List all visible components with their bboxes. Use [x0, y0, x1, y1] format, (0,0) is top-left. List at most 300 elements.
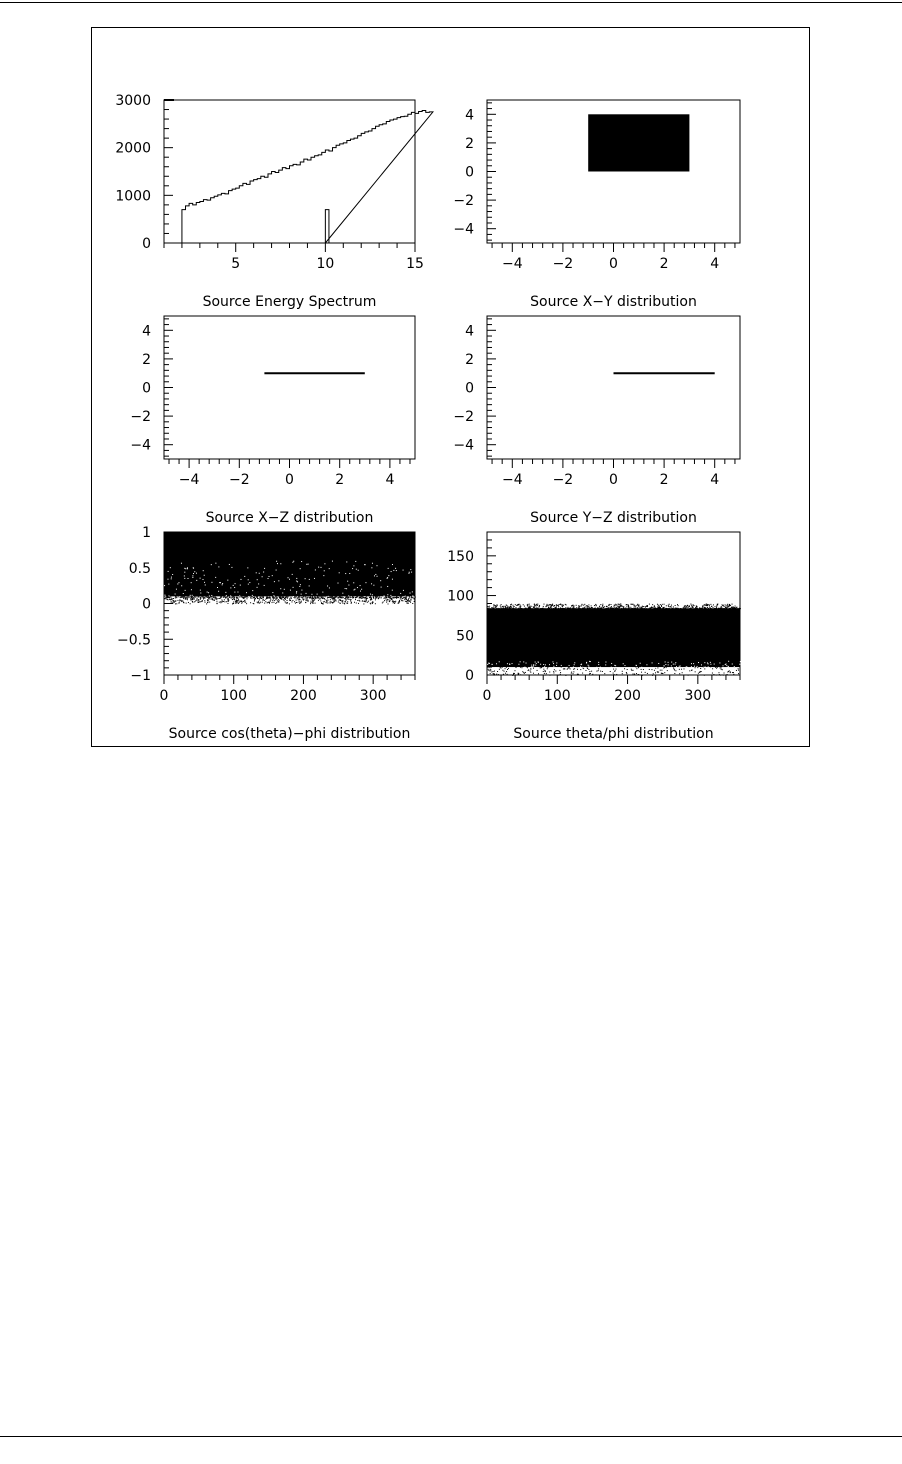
scatter-lower-edge — [233, 598, 234, 599]
scatter-lower-edge — [610, 671, 611, 672]
scatter-lower-edge — [356, 603, 357, 604]
scatter-upper-edge — [550, 604, 551, 605]
scatter-lower-edge — [294, 598, 295, 599]
plot-title: Source Energy Spectrum — [202, 294, 377, 310]
scatter-lower-edge — [236, 598, 237, 599]
scatter-lower-edge — [681, 669, 682, 670]
scatter-upper-edge — [543, 604, 544, 605]
scatter-lower-edge — [409, 596, 410, 597]
scatter-lower-edge — [379, 597, 380, 598]
scatter-gap — [360, 585, 361, 586]
scatter-lower-edge — [522, 671, 523, 672]
scatter-lower-edge — [251, 598, 252, 599]
scatter-upper-edge — [707, 605, 708, 606]
x-tick-label: 0 — [609, 256, 618, 272]
scatter-gap — [388, 568, 389, 569]
scatter-gap — [552, 661, 553, 662]
scatter-upper-edge — [594, 605, 595, 606]
scatter-lower-edge — [340, 603, 341, 604]
scatter-lower-edge — [241, 603, 242, 604]
scatter-lower-edge — [504, 671, 505, 672]
scatter-lower-edge — [394, 603, 395, 604]
scatter-lower-edge — [223, 601, 224, 602]
scatter-gap — [187, 567, 188, 568]
scatter-lower-edge — [695, 671, 696, 672]
scatter-lower-edge — [406, 599, 407, 600]
scatter-gap — [300, 596, 301, 597]
y-tick-label: −1 — [130, 668, 151, 684]
scatter-lower-edge — [589, 671, 590, 672]
scatter-lower-edge — [347, 601, 348, 602]
scatter-lower-edge — [241, 601, 242, 602]
scatter-lower-edge — [313, 598, 314, 599]
scatter-gap — [598, 662, 599, 663]
scatter-lower-edge — [406, 601, 407, 602]
scatter-lower-edge — [262, 600, 263, 601]
scatter-upper-edge — [563, 605, 564, 606]
scatter-upper-edge — [669, 604, 670, 605]
page-bottom-rule — [0, 1436, 902, 1437]
scatter-lower-edge — [490, 670, 491, 671]
scatter-upper-edge — [561, 604, 562, 605]
scatter-lower-edge — [298, 597, 299, 598]
scatter-upper-edge — [616, 604, 617, 605]
scatter-lower-edge — [564, 668, 565, 669]
scatter-gap — [168, 571, 169, 572]
scatter-lower-edge — [636, 673, 637, 674]
scatter-upper-edge — [738, 608, 739, 609]
scatter-lower-edge — [303, 596, 304, 597]
scatter-lower-edge — [401, 596, 402, 597]
scatter-gap — [664, 665, 665, 666]
scatter-lower-edge — [368, 601, 369, 602]
scatter-upper-edge — [718, 608, 719, 609]
scatter-gap — [492, 664, 493, 665]
scatter-lower-edge — [287, 598, 288, 599]
scatter-gap — [507, 663, 508, 664]
scatter-lower-edge — [275, 603, 276, 604]
scatter-upper-edge — [572, 608, 573, 609]
scatter-gap — [400, 593, 401, 594]
scatter-gap — [641, 667, 642, 668]
scatter-upper-edge — [556, 605, 557, 606]
scatter-lower-edge — [512, 675, 513, 676]
scatter-gap — [277, 563, 278, 564]
scatter-gap — [229, 564, 230, 565]
scatter-gap — [204, 575, 205, 576]
y-tick-label: −4 — [453, 437, 474, 454]
scatter-lower-edge — [276, 602, 277, 603]
scatter-lower-edge — [186, 598, 187, 599]
scatter-upper-edge — [536, 605, 537, 606]
scatter-gap — [345, 588, 346, 589]
scatter-upper-edge — [507, 607, 508, 608]
scatter-lower-edge — [631, 669, 632, 670]
scatter-lower-edge — [258, 601, 259, 602]
scatter-upper-edge — [641, 607, 642, 608]
scatter-lower-edge — [641, 669, 642, 670]
scatter-lower-edge — [290, 600, 291, 601]
scatter-lower-edge — [698, 673, 699, 674]
scatter-lower-edge — [388, 596, 389, 597]
scatter-upper-edge — [584, 607, 585, 608]
scatter-gap — [339, 572, 340, 573]
scatter-gap — [337, 583, 338, 584]
scatter-lower-edge — [494, 675, 495, 676]
scatter-upper-edge — [687, 605, 688, 606]
scatter-lower-edge — [580, 669, 581, 670]
scatter-lower-edge — [221, 596, 222, 597]
scatter-lower-edge — [285, 602, 286, 603]
scatter-gap — [686, 666, 687, 667]
scatter-upper-edge — [733, 606, 734, 607]
scatter-gap — [728, 661, 729, 662]
y-tick-label: 4 — [465, 107, 474, 124]
scatter-lower-edge — [364, 598, 365, 599]
scatter-lower-edge — [713, 674, 714, 675]
scatter-lower-edge — [560, 672, 561, 673]
scatter-lower-edge — [250, 597, 251, 598]
scatter-upper-edge — [514, 608, 515, 609]
scatter-lower-edge — [715, 667, 716, 668]
scatter-upper-edge — [520, 606, 521, 607]
scatter-lower-edge — [228, 601, 229, 602]
scatter-upper-edge — [654, 605, 655, 606]
scatter-upper-edge — [690, 608, 691, 609]
scatter-upper-edge — [565, 607, 566, 608]
scatter-upper-edge — [576, 605, 577, 606]
scatter-upper-edge — [588, 606, 589, 607]
scatter-upper-edge — [643, 606, 644, 607]
scatter-lower-edge — [717, 667, 718, 668]
scatter-upper-edge — [602, 606, 603, 607]
scatter-gap — [179, 596, 180, 597]
scatter-lower-edge — [633, 673, 634, 674]
scatter-lower-edge — [259, 598, 260, 599]
scatter-upper-edge — [734, 608, 735, 609]
scatter-upper-edge — [550, 607, 551, 608]
scatter-upper-edge — [702, 608, 703, 609]
scatter-upper-edge — [618, 607, 619, 608]
scatter-lower-edge — [324, 601, 325, 602]
scatter-lower-edge — [343, 597, 344, 598]
scatter-gap — [327, 585, 328, 586]
x-tick-label: 200 — [614, 688, 641, 704]
scatter-upper-edge — [626, 606, 627, 607]
scatter-gap — [524, 667, 525, 668]
y-tick-label: 0 — [142, 380, 151, 397]
scatter-lower-edge — [207, 602, 208, 603]
scatter-gap — [728, 666, 729, 667]
scatter-gap — [697, 666, 698, 667]
scatter-lower-edge — [259, 603, 260, 604]
scatter-gap — [323, 575, 324, 576]
scatter-lower-edge — [638, 667, 639, 668]
scatter-upper-edge — [680, 608, 681, 609]
scatter-upper-edge — [621, 605, 622, 606]
scatter-lower-edge — [626, 673, 627, 674]
scatter-lower-edge — [270, 599, 271, 600]
scatter-lower-edge — [210, 599, 211, 600]
x-tick-label: −2 — [552, 472, 574, 488]
scatter-upper-edge — [630, 604, 631, 605]
y-tick-label: 4 — [465, 323, 474, 340]
scatter-lower-edge — [216, 598, 217, 599]
scatter-gap — [314, 578, 315, 579]
scatter-lower-edge — [733, 672, 734, 673]
scatter-upper-edge — [720, 608, 721, 609]
scatter-upper-edge — [498, 608, 499, 609]
scatter-upper-edge — [540, 608, 541, 609]
scatter-lower-edge — [622, 671, 623, 672]
scatter-gap — [581, 664, 582, 665]
scatter-lower-edge — [404, 597, 405, 598]
scatter-lower-edge — [345, 598, 346, 599]
scatter-upper-edge — [514, 606, 515, 607]
scatter-gap — [200, 593, 201, 594]
scatter-gap — [230, 587, 231, 588]
scatter-lower-edge — [394, 601, 395, 602]
scatter-lower-edge — [647, 666, 648, 667]
x-tick-label: 0 — [482, 688, 492, 704]
scatter-gap — [380, 580, 381, 581]
scatter-gap — [646, 664, 647, 665]
scatter-lower-edge — [505, 668, 506, 669]
scatter-gap — [392, 579, 393, 580]
scatter-lower-edge — [543, 671, 544, 672]
scatter-upper-edge — [536, 604, 537, 605]
scatter-upper-edge — [724, 608, 725, 609]
scatter-lower-edge — [277, 600, 278, 601]
scatter-upper-edge — [621, 606, 622, 607]
scatter-lower-edge — [494, 671, 495, 672]
scatter-lower-edge — [340, 600, 341, 601]
scatter-gap — [258, 583, 259, 584]
y-tick-label: 2 — [465, 351, 474, 368]
figure-frame — [91, 27, 810, 747]
scatter-lower-edge — [724, 673, 725, 674]
scatter-lower-edge — [330, 601, 331, 602]
scatter-lower-edge — [243, 601, 244, 602]
scatter-lower-edge — [312, 599, 313, 600]
scatter-upper-edge — [730, 605, 731, 606]
scatter-gap — [249, 582, 250, 583]
scatter-upper-edge — [507, 608, 508, 609]
scatter-lower-edge — [202, 600, 203, 601]
scatter-lower-edge — [266, 598, 267, 599]
scatter-lower-edge — [228, 598, 229, 599]
scatter-lower-edge — [502, 670, 503, 671]
scatter-gap — [272, 592, 273, 593]
scatter-lower-edge — [270, 597, 271, 598]
scatter-lower-edge — [246, 596, 247, 597]
scatter-lower-edge — [700, 671, 701, 672]
scatter-upper-edge — [516, 605, 517, 606]
scatter-lower-edge — [363, 603, 364, 604]
x-tick-label: 100 — [543, 688, 571, 704]
scatter-gap — [192, 595, 193, 596]
y-tick-label: 1000 — [115, 188, 151, 205]
scatter-lower-edge — [594, 666, 595, 667]
scatter-lower-edge — [286, 596, 287, 597]
scatter-gap — [192, 575, 193, 576]
scatter-lower-edge — [228, 600, 229, 601]
scatter-gap — [187, 578, 188, 579]
scatter-gap — [691, 666, 692, 667]
scatter-upper-edge — [724, 606, 725, 607]
scatter-upper-edge — [591, 605, 592, 606]
scatter-lower-edge — [172, 598, 173, 599]
scatter-lower-edge — [352, 598, 353, 599]
scatter-lower-edge — [261, 596, 262, 597]
scatter-upper-edge — [659, 608, 660, 609]
scatter-upper-edge — [495, 607, 496, 608]
scatter-gap — [734, 666, 735, 667]
scatter-upper-edge — [656, 608, 657, 609]
scatter-upper-edge — [617, 608, 618, 609]
scatter-lower-edge — [236, 602, 237, 603]
scatter-lower-edge — [371, 599, 372, 600]
scatter-lower-edge — [613, 673, 614, 674]
scatter-upper-edge — [551, 607, 552, 608]
scatter-upper-edge — [722, 608, 723, 609]
scatter-lower-edge — [233, 601, 234, 602]
scatter-lower-edge — [264, 603, 265, 604]
scatter-gap — [176, 589, 177, 590]
scatter-upper-edge — [625, 607, 626, 608]
scatter-gap — [588, 665, 589, 666]
scatter-lower-edge — [409, 600, 410, 601]
scatter-lower-edge — [244, 600, 245, 601]
scatter-lower-edge — [207, 599, 208, 600]
scatter-lower-edge — [242, 597, 243, 598]
scatter-lower-edge — [489, 667, 490, 668]
scatter-lower-edge — [176, 597, 177, 598]
scatter-lower-edge — [202, 596, 203, 597]
scatter-lower-edge — [320, 600, 321, 601]
scatter-upper-edge — [569, 608, 570, 609]
scatter-gap — [614, 665, 615, 666]
scatter-lower-edge — [221, 602, 222, 603]
scatter-lower-edge — [518, 674, 519, 675]
scatter-lower-edge — [361, 596, 362, 597]
scatter-lower-edge — [187, 599, 188, 600]
scatter-gap — [409, 572, 410, 573]
scatter-lower-edge — [303, 599, 304, 600]
scatter-upper-edge — [594, 608, 595, 609]
scatter-lower-edge — [503, 674, 504, 675]
scatter-upper-edge — [632, 604, 633, 605]
scatter-lower-edge — [506, 667, 507, 668]
scatter-upper-edge — [570, 607, 571, 608]
scatter-gap — [346, 588, 347, 589]
scatter-upper-edge — [621, 608, 622, 609]
scatter-lower-edge — [695, 667, 696, 668]
scatter-lower-edge — [238, 599, 239, 600]
scatter-lower-edge — [253, 603, 254, 604]
scatter-lower-edge — [334, 597, 335, 598]
scatter-upper-edge — [727, 605, 728, 606]
scatter-lower-edge — [716, 675, 717, 676]
scatter-lower-edge — [615, 670, 616, 671]
scatter-lower-edge — [655, 672, 656, 673]
scatter-lower-edge — [394, 597, 395, 598]
scatter-lower-edge — [211, 596, 212, 597]
scatter-lower-edge — [675, 666, 676, 667]
x-tick-label: −4 — [501, 256, 523, 272]
scatter-gap — [605, 664, 606, 665]
scatter-gap — [240, 579, 241, 580]
scatter-gap — [296, 591, 297, 592]
scatter-upper-edge — [693, 605, 694, 606]
scatter-gap — [252, 590, 253, 591]
scatter-lower-edge — [699, 672, 700, 673]
scatter-gap — [624, 665, 625, 666]
scatter-gap — [264, 568, 265, 569]
scatter-lower-edge — [224, 596, 225, 597]
scatter-gap — [412, 591, 413, 592]
scatter-lower-edge — [190, 603, 191, 604]
scatter-upper-edge — [668, 605, 669, 606]
scatter-upper-edge — [609, 604, 610, 605]
scatter-upper-edge — [686, 607, 687, 608]
scatter-gap — [237, 592, 238, 593]
scatter-lower-edge — [365, 600, 366, 601]
scatter-gap — [567, 667, 568, 668]
scatter-lower-edge — [176, 603, 177, 604]
scatter-lower-edge — [220, 601, 221, 602]
scatter-gap — [240, 585, 241, 586]
scatter-upper-edge — [699, 608, 700, 609]
scatter-lower-edge — [334, 598, 335, 599]
scatter-lower-edge — [344, 603, 345, 604]
scatter-upper-edge — [595, 607, 596, 608]
scatter-lower-edge — [636, 667, 637, 668]
scatter-lower-edge — [516, 667, 517, 668]
scatter-lower-edge — [577, 674, 578, 675]
scatter-upper-edge — [683, 608, 684, 609]
scatter-lower-edge — [175, 600, 176, 601]
scatter-gap — [719, 662, 720, 663]
scatter-lower-edge — [205, 596, 206, 597]
scatter-lower-edge — [290, 597, 291, 598]
scatter-upper-edge — [640, 607, 641, 608]
scatter-lower-edge — [327, 601, 328, 602]
scatter-lower-edge — [547, 667, 548, 668]
scatter-gap — [371, 596, 372, 597]
scatter-lower-edge — [544, 673, 545, 674]
scatter-lower-edge — [175, 596, 176, 597]
scatter-upper-edge — [506, 607, 507, 608]
scatter-gap — [226, 595, 227, 596]
scatter-upper-edge — [675, 607, 676, 608]
scatter-lower-edge — [288, 596, 289, 597]
scatter-gap — [347, 581, 348, 582]
scatter-upper-edge — [520, 608, 521, 609]
scatter-gap — [184, 568, 185, 569]
scatter-lower-edge — [279, 600, 280, 601]
scatter-gap — [293, 596, 294, 597]
scatter-lower-edge — [305, 600, 306, 601]
scatter-upper-edge — [638, 608, 639, 609]
scatter-lower-edge — [209, 602, 210, 603]
scatter-gap — [276, 561, 277, 562]
scatter-lower-edge — [538, 666, 539, 667]
scatter-gap — [328, 596, 329, 597]
scatter-lower-edge — [493, 671, 494, 672]
scatter-upper-edge — [664, 607, 665, 608]
scatter-lower-edge — [232, 597, 233, 598]
